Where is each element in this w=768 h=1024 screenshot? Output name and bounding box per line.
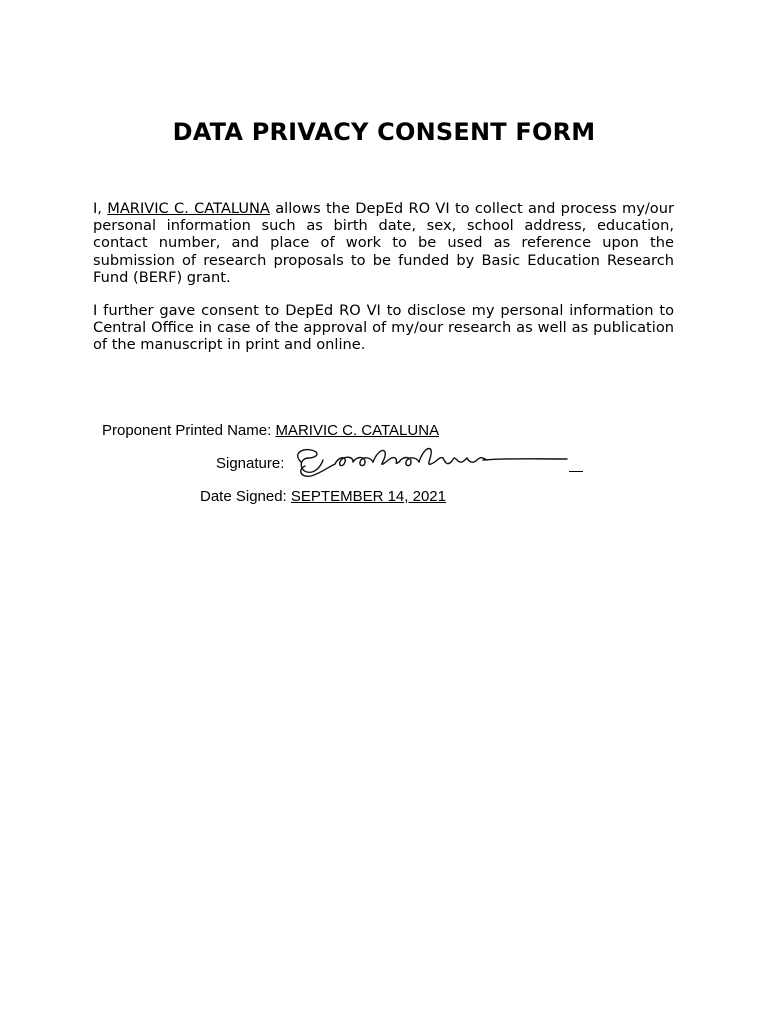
signature-field: [216, 455, 284, 473]
printed-name-value: MARIVIC C. CATALUNA: [275, 422, 440, 439]
consent-paragraph-1: [93, 200, 674, 286]
date-signed-value: SEPTEMBER 14, 2021: [290, 488, 446, 505]
consent-paragraph-2: I further gave consent to DepEd RO VI to disclose my personal information to Central Office in case of the approval of my/our research as well as publication of the manuscript in print and online.: [93, 302, 674, 354]
signature-image: [287, 444, 571, 480]
consenter-name: MARIVIC C. CATALUNA: [107, 200, 270, 217]
date-signed-label: Date Signed:: [200, 488, 291, 505]
signature-underline: [569, 455, 583, 472]
form-title: DATA PRIVACY CONSENT FORM: [172, 118, 596, 146]
printed-name-label: Proponent Printed Name:: [102, 422, 276, 439]
paragraph-1-text: allows the DepEd RO VI to collect and process my/our personal information such as birth date, sex, school address, education, contact number, and place of work to be used as reference upon the submission of research proposals to be funded by Basic Education Research Fund (BERF) grant.: [93, 200, 674, 286]
printed-name-field: [102, 422, 439, 440]
date-signed-field: [200, 488, 446, 506]
signature-label: Signature:: [216, 455, 285, 472]
paragraph-1-prefix: I,: [93, 200, 108, 217]
